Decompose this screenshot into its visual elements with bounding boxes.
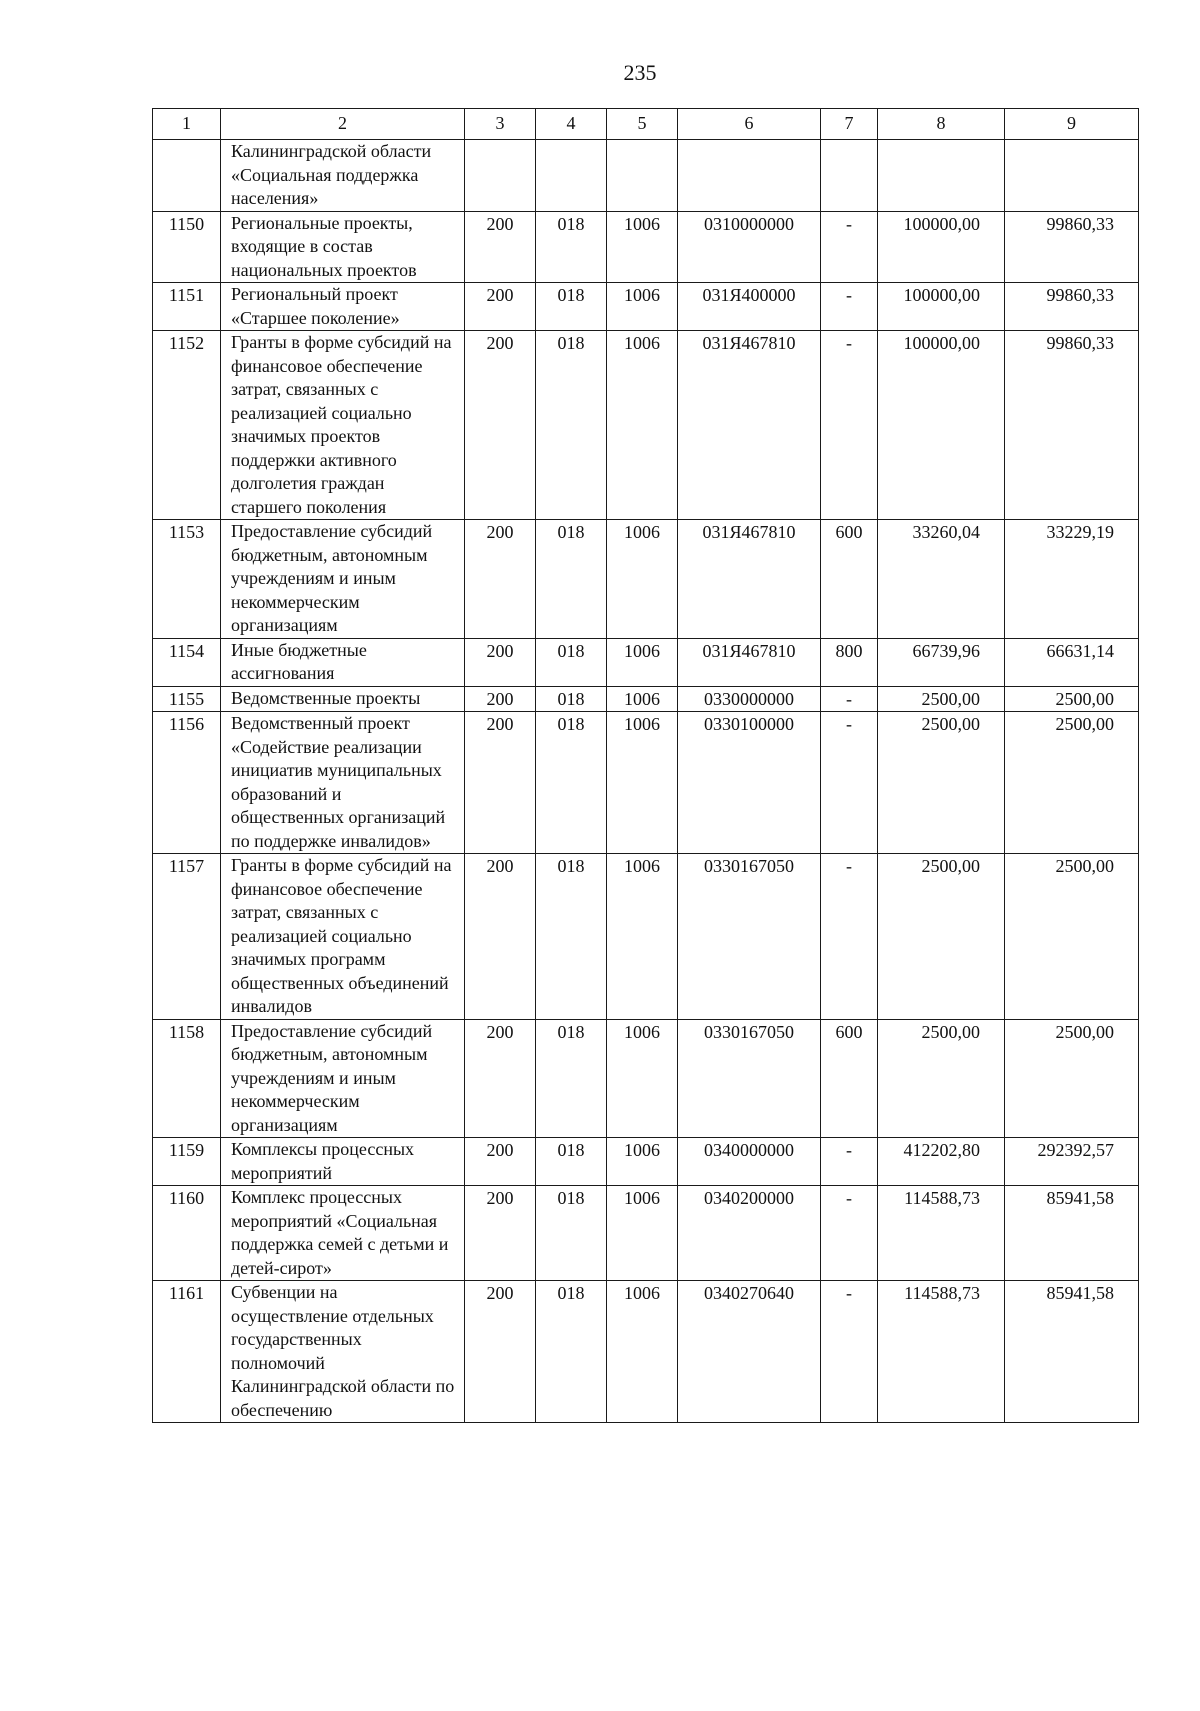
table-row (153, 1281, 1139, 1423)
code-3-cell (465, 140, 536, 212)
budget-table (152, 108, 1139, 1423)
code-7-cell: - (821, 331, 878, 520)
page-number: 235 (623, 60, 657, 85)
code-7-cell: - (821, 1138, 878, 1186)
amount-8-cell: 2500,00 (878, 686, 1005, 712)
code-6-cell: 031Я467810 (678, 331, 821, 520)
amount-8-cell: 412202,80 (878, 1138, 1005, 1186)
item-name-cell: Ведомственные проекты (221, 686, 465, 712)
code-3-cell: 200 (465, 520, 536, 639)
column-header-4: 4 (536, 109, 607, 140)
amount-8-cell: 2500,00 (878, 712, 1005, 854)
code-5-cell: 1006 (607, 1019, 678, 1138)
code-7-cell: 600 (821, 1019, 878, 1138)
code-7-cell: - (821, 712, 878, 854)
code-7-cell: 800 (821, 638, 878, 686)
code-6-cell: 0340270640 (678, 1281, 821, 1423)
code-4-cell: 018 (536, 638, 607, 686)
code-3-cell: 200 (465, 211, 536, 283)
code-6-cell (678, 140, 821, 212)
code-5-cell: 1006 (607, 520, 678, 639)
code-3-cell: 200 (465, 686, 536, 712)
row-number-cell (153, 140, 221, 212)
code-3-cell: 200 (465, 638, 536, 686)
code-6-cell: 031Я400000 (678, 283, 821, 331)
table-row (153, 211, 1139, 283)
amount-9-cell: 33229,19 (1005, 520, 1139, 639)
column-header-8: 8 (878, 109, 1005, 140)
code-3-cell: 200 (465, 1019, 536, 1138)
amount-9-cell: 2500,00 (1005, 1019, 1139, 1138)
item-name-cell: Региональные проекты, входящие в состав национальных проектов (221, 211, 465, 283)
code-4-cell: 018 (536, 283, 607, 331)
row-number-cell: 1150 (153, 211, 221, 283)
code-5-cell: 1006 (607, 686, 678, 712)
row-number-cell: 1153 (153, 520, 221, 639)
code-3-cell: 200 (465, 1281, 536, 1423)
amount-8-cell: 2500,00 (878, 854, 1005, 1020)
code-5-cell: 1006 (607, 854, 678, 1020)
row-number-cell: 1156 (153, 712, 221, 854)
table-row (153, 283, 1139, 331)
column-header-6: 6 (678, 109, 821, 140)
code-3-cell: 200 (465, 854, 536, 1020)
code-4-cell: 018 (536, 1186, 607, 1281)
code-7-cell: - (821, 211, 878, 283)
code-4-cell: 018 (536, 331, 607, 520)
code-7-cell (821, 140, 878, 212)
amount-9-cell: 85941,58 (1005, 1186, 1139, 1281)
amount-9-cell: 2500,00 (1005, 686, 1139, 712)
code-7-cell: - (821, 686, 878, 712)
row-number-cell: 1158 (153, 1019, 221, 1138)
item-name-cell: Региональный проект «Старшее поколение» (221, 283, 465, 331)
amount-8-cell: 2500,00 (878, 1019, 1005, 1138)
table-row (153, 854, 1139, 1020)
header-row (153, 109, 1139, 140)
code-5-cell: 1006 (607, 1138, 678, 1186)
item-name-cell: Гранты в форме субсидий на финансовое обеспечение затрат, связанных с реализацией социально значимых проектов поддержки активного долголетия граждан старшего поколения (221, 331, 465, 520)
code-5-cell: 1006 (607, 331, 678, 520)
column-header-3: 3 (465, 109, 536, 140)
table-row (153, 331, 1139, 520)
item-name-cell: Субвенции на осуществление отдельных государственных полномочий Калининградской области по обеспечению (221, 1281, 465, 1423)
item-name-cell: Предоставление субсидий бюджетным, автономным учреждениям и иным некоммерческим организациям (221, 1019, 465, 1138)
amount-9-cell: 85941,58 (1005, 1281, 1139, 1423)
row-number-cell: 1159 (153, 1138, 221, 1186)
amount-9-cell: 2500,00 (1005, 854, 1139, 1020)
item-name-cell: Комплексы процессных мероприятий (221, 1138, 465, 1186)
table-row (153, 1138, 1139, 1186)
code-4-cell: 018 (536, 712, 607, 854)
code-5-cell: 1006 (607, 211, 678, 283)
amount-9-cell (1005, 140, 1139, 212)
code-4-cell: 018 (536, 520, 607, 639)
code-4-cell: 018 (536, 1019, 607, 1138)
code-5-cell (607, 140, 678, 212)
table-row (153, 520, 1139, 639)
row-number-cell: 1157 (153, 854, 221, 1020)
item-name-cell: Предоставление субсидий бюджетным, автономным учреждениям и иным некоммерческим организациям (221, 520, 465, 639)
table-row (153, 1186, 1139, 1281)
amount-8-cell: 100000,00 (878, 211, 1005, 283)
table-row (153, 638, 1139, 686)
code-4-cell: 018 (536, 686, 607, 712)
amount-8-cell: 33260,04 (878, 520, 1005, 639)
row-number-cell: 1152 (153, 331, 221, 520)
item-name-cell: Ведомственный проект «Содействие реализации инициатив муниципальных образований и общественных организаций по поддержке инвалидов» (221, 712, 465, 854)
code-5-cell: 1006 (607, 638, 678, 686)
column-header-2: 2 (221, 109, 465, 140)
amount-8-cell: 114588,73 (878, 1281, 1005, 1423)
code-6-cell: 0340000000 (678, 1138, 821, 1186)
column-header-5: 5 (607, 109, 678, 140)
column-header-9: 9 (1005, 109, 1139, 140)
amount-9-cell: 99860,33 (1005, 331, 1139, 520)
code-3-cell: 200 (465, 1186, 536, 1281)
code-4-cell (536, 140, 607, 212)
code-7-cell: - (821, 1281, 878, 1423)
row-number-cell: 1161 (153, 1281, 221, 1423)
code-4-cell: 018 (536, 211, 607, 283)
row-number-cell: 1154 (153, 638, 221, 686)
table-row (153, 686, 1139, 712)
code-5-cell: 1006 (607, 712, 678, 854)
row-number-cell: 1155 (153, 686, 221, 712)
code-7-cell: 600 (821, 520, 878, 639)
code-5-cell: 1006 (607, 1281, 678, 1423)
code-6-cell: 031Я467810 (678, 638, 821, 686)
code-7-cell: - (821, 1186, 878, 1281)
code-6-cell: 0330000000 (678, 686, 821, 712)
code-5-cell: 1006 (607, 1186, 678, 1281)
code-7-cell: - (821, 854, 878, 1020)
code-4-cell: 018 (536, 854, 607, 1020)
amount-8-cell (878, 140, 1005, 212)
item-name-cell: Иные бюджетные ассигнования (221, 638, 465, 686)
code-3-cell: 200 (465, 1138, 536, 1186)
amount-8-cell: 114588,73 (878, 1186, 1005, 1281)
code-3-cell: 200 (465, 712, 536, 854)
item-name-cell: Гранты в форме субсидий на финансовое обеспечение затрат, связанных с реализацией социально значимых программ общественных объединений инвалидов (221, 854, 465, 1020)
table-row (153, 712, 1139, 854)
amount-8-cell: 100000,00 (878, 283, 1005, 331)
item-name-cell: Комплекс процессных мероприятий «Социальная поддержка семей с детьми и детей-сирот» (221, 1186, 465, 1281)
item-name-cell: Калининградской области «Социальная поддержка населения» (221, 140, 465, 212)
code-6-cell: 0310000000 (678, 211, 821, 283)
amount-9-cell: 292392,57 (1005, 1138, 1139, 1186)
row-number-cell: 1151 (153, 283, 221, 331)
amount-9-cell: 2500,00 (1005, 712, 1139, 854)
amount-9-cell: 99860,33 (1005, 283, 1139, 331)
table-row (153, 1019, 1139, 1138)
table-row (153, 140, 1139, 212)
amount-8-cell: 66739,96 (878, 638, 1005, 686)
code-3-cell: 200 (465, 283, 536, 331)
amount-9-cell: 99860,33 (1005, 211, 1139, 283)
code-5-cell: 1006 (607, 283, 678, 331)
column-header-1: 1 (153, 109, 221, 140)
code-6-cell: 0330100000 (678, 712, 821, 854)
code-6-cell: 0330167050 (678, 854, 821, 1020)
row-number-cell: 1160 (153, 1186, 221, 1281)
code-3-cell: 200 (465, 331, 536, 520)
amount-8-cell: 100000,00 (878, 331, 1005, 520)
code-7-cell: - (821, 283, 878, 331)
code-4-cell: 018 (536, 1138, 607, 1186)
code-4-cell: 018 (536, 1281, 607, 1423)
amount-9-cell: 66631,14 (1005, 638, 1139, 686)
code-6-cell: 031Я467810 (678, 520, 821, 639)
code-6-cell: 0330167050 (678, 1019, 821, 1138)
code-6-cell: 0340200000 (678, 1186, 821, 1281)
column-header-7: 7 (821, 109, 878, 140)
